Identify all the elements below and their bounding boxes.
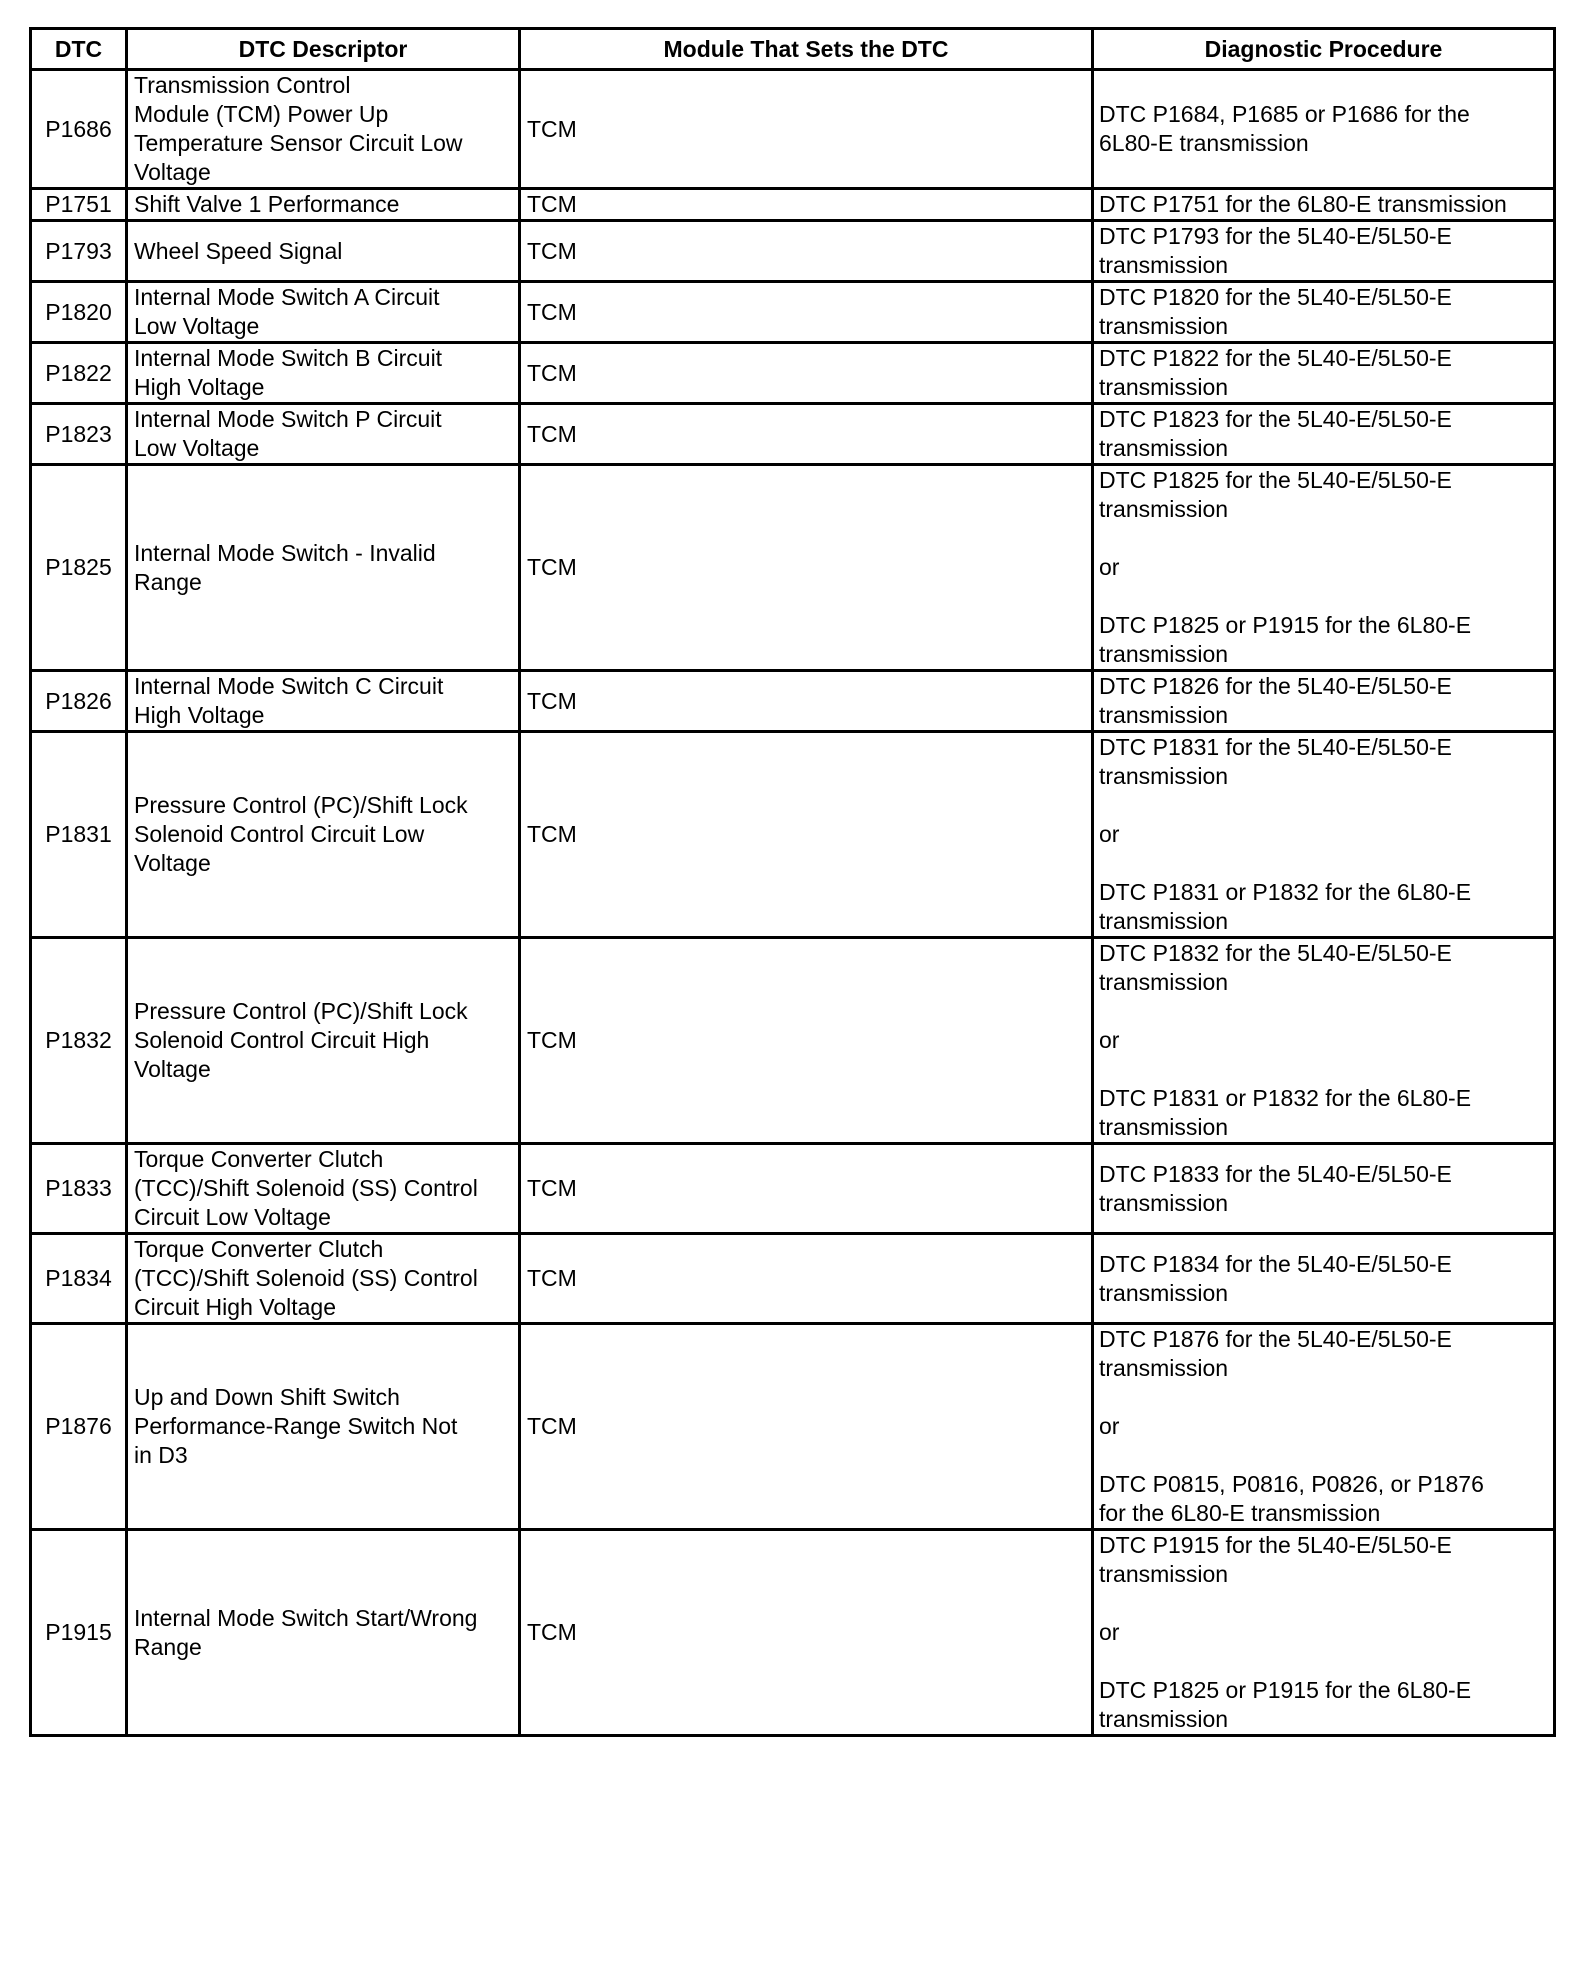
header-procedure: Diagnostic Procedure (1093, 29, 1555, 70)
dtc-descriptor: Internal Mode Switch A Circuit Low Voltage (134, 284, 440, 339)
dtc-code: P1832 (45, 1027, 112, 1053)
dtc-descriptor-cell (127, 1144, 520, 1234)
module-name-cell (520, 465, 1093, 671)
dtc-code: P1751 (45, 191, 112, 217)
dtc-code-cell (31, 189, 127, 221)
dtc-code-cell (31, 282, 127, 343)
diagnostic-procedure: DTC P1823 for the 5L40-E/5L50-E transmission (1099, 406, 1452, 461)
dtc-code-cell (31, 343, 127, 404)
dtc-code-cell (31, 1530, 127, 1736)
diagnostic-procedure-cell (1093, 1144, 1555, 1234)
diagnostic-procedure: DTC P1825 for the 5L40-E/5L50-E transmission or DTC P1825 or P1915 for the 6L80-E transmission (1099, 467, 1472, 667)
module-name: TCM (527, 1619, 577, 1645)
diagnostic-procedure: DTC P1822 for the 5L40-E/5L50-E transmission (1099, 345, 1452, 400)
diagnostic-procedure: DTC P1684, P1685 or P1686 for the 6L80-E transmission (1099, 101, 1470, 156)
module-name-cell (520, 282, 1093, 343)
module-name: TCM (527, 298, 577, 325)
diagnostic-procedure-cell (1093, 404, 1555, 465)
module-name: TCM (527, 1027, 577, 1053)
dtc-descriptor: Shift Valve 1 Performance (134, 191, 400, 217)
dtc-code-cell (31, 465, 127, 671)
dtc-descriptor-cell (127, 282, 520, 343)
table-row (31, 732, 1555, 938)
dtc-descriptor: Pressure Control (PC)/Shift Lock Solenoid Control Circuit Low Voltage (134, 792, 468, 876)
diagnostic-procedure: DTC P1751 for the 6L80-E transmission (1099, 191, 1507, 217)
diagnostic-procedure-cell (1093, 70, 1555, 189)
dtc-code-cell (31, 938, 127, 1144)
dtc-code: P1831 (45, 821, 112, 847)
dtc-descriptor: Wheel Speed Signal (134, 237, 343, 264)
table-row (31, 1144, 1555, 1234)
diagnostic-procedure-cell (1093, 282, 1555, 343)
dtc-descriptor-cell (127, 1234, 520, 1324)
module-name: TCM (527, 420, 577, 447)
dtc-descriptor-cell (127, 221, 520, 282)
header-descriptor: DTC Descriptor (127, 29, 520, 70)
diagnostic-procedure-cell (1093, 1324, 1555, 1530)
diagnostic-procedure: DTC P1915 for the 5L40-E/5L50-E transmission or DTC P1825 or P1915 for the 6L80-E transmission (1099, 1532, 1472, 1732)
diagnostic-procedure: DTC P1833 for the 5L40-E/5L50-E transmission (1099, 1160, 1452, 1216)
dtc-descriptor-cell (127, 1530, 520, 1736)
module-name: TCM (527, 191, 577, 217)
module-name-cell (520, 671, 1093, 732)
dtc-descriptor: Transmission Control Module (TCM) Power Up Temperature Sensor Circuit Low Voltage (134, 72, 463, 185)
header-row (31, 29, 1555, 70)
dtc-descriptor: Torque Converter Clutch (TCC)/Shift Solenoid (SS) Control Circuit Low Voltage (134, 1146, 478, 1230)
diagnostic-procedure: DTC P1876 for the 5L40-E/5L50-E transmission or DTC P0815, P0816, P0826, or P1876 for the 6L80-E transmission (1099, 1326, 1484, 1526)
table-row (31, 1530, 1555, 1736)
module-name-cell (520, 1234, 1093, 1324)
table-row (31, 221, 1555, 282)
diagnostic-procedure-cell (1093, 221, 1555, 282)
module-name-cell (520, 1530, 1093, 1736)
module-name-cell (520, 343, 1093, 404)
dtc-code-cell (31, 732, 127, 938)
module-name: TCM (527, 687, 577, 714)
dtc-descriptor-cell (127, 404, 520, 465)
dtc-code-cell (31, 671, 127, 732)
dtc-code: P1686 (45, 115, 112, 142)
module-name-cell (520, 221, 1093, 282)
dtc-code: P1793 (45, 237, 112, 264)
table-row (31, 938, 1555, 1144)
dtc-descriptor-cell (127, 70, 520, 189)
table-row (31, 343, 1555, 404)
dtc-code-cell (31, 404, 127, 465)
header-dtc: DTC (31, 29, 127, 70)
diagnostic-procedure-cell (1093, 465, 1555, 671)
table-row (31, 671, 1555, 732)
dtc-code: P1825 (45, 554, 112, 580)
dtc-code-cell (31, 1144, 127, 1234)
module-name-cell (520, 732, 1093, 938)
diagnostic-procedure: DTC P1832 for the 5L40-E/5L50-E transmission or DTC P1831 or P1832 for the 6L80-E transmission (1099, 940, 1472, 1140)
dtc-descriptor-cell (127, 189, 520, 221)
dtc-code-cell (31, 221, 127, 282)
module-name: TCM (527, 821, 577, 847)
diagnostic-procedure-cell (1093, 732, 1555, 938)
dtc-code-cell (31, 70, 127, 189)
table-row (31, 1324, 1555, 1530)
module-name-cell (520, 404, 1093, 465)
dtc-code: P1823 (45, 420, 112, 447)
dtc-descriptor-cell (127, 671, 520, 732)
dtc-descriptor: Torque Converter Clutch (TCC)/Shift Solenoid (SS) Control Circuit High Voltage (134, 1236, 478, 1320)
dtc-descriptor: Internal Mode Switch P Circuit Low Voltage (134, 406, 442, 461)
dtc-descriptor: Internal Mode Switch Start/Wrong Range (134, 1604, 478, 1660)
diagnostic-procedure-cell (1093, 1530, 1555, 1736)
table-row (31, 70, 1555, 189)
dtc-code: P1834 (45, 1265, 112, 1291)
module-name: TCM (527, 554, 577, 580)
dtc-descriptor: Up and Down Shift Switch Performance-Range Switch Not in D3 (134, 1384, 458, 1468)
dtc-descriptor: Internal Mode Switch B Circuit High Voltage (134, 345, 443, 400)
dtc-code-cell (31, 1234, 127, 1324)
dtc-descriptor-cell (127, 343, 520, 404)
module-name-cell (520, 938, 1093, 1144)
dtc-table (29, 27, 1556, 1737)
module-name: TCM (527, 1265, 577, 1291)
table-row (31, 189, 1555, 221)
diagnostic-procedure: DTC P1834 for the 5L40-E/5L50-E transmission (1099, 1250, 1452, 1306)
header-module: Module That Sets the DTC (520, 29, 1093, 70)
dtc-descriptor: Pressure Control (PC)/Shift Lock Solenoid Control Circuit High Voltage (134, 998, 468, 1082)
dtc-descriptor: Internal Mode Switch - Invalid Range (134, 539, 436, 595)
dtc-descriptor: Internal Mode Switch C Circuit High Voltage (134, 673, 444, 728)
diagnostic-procedure-cell (1093, 671, 1555, 732)
diagnostic-procedure-cell (1093, 1234, 1555, 1324)
dtc-descriptor-cell (127, 938, 520, 1144)
diagnostic-procedure: DTC P1831 for the 5L40-E/5L50-E transmission or DTC P1831 or P1832 for the 6L80-E transmission (1099, 734, 1472, 934)
module-name: TCM (527, 359, 577, 386)
module-name-cell (520, 70, 1093, 189)
dtc-code: P1915 (45, 1619, 112, 1645)
diagnostic-procedure: DTC P1820 for the 5L40-E/5L50-E transmission (1099, 284, 1452, 339)
diagnostic-procedure-cell (1093, 189, 1555, 221)
dtc-descriptor-cell (127, 465, 520, 671)
table-row (31, 465, 1555, 671)
diagnostic-procedure: DTC P1826 for the 5L40-E/5L50-E transmission (1099, 673, 1452, 728)
dtc-code: P1876 (45, 1413, 112, 1439)
table-row (31, 404, 1555, 465)
table-header (31, 29, 1555, 70)
module-name: TCM (527, 1175, 577, 1201)
module-name: TCM (527, 1413, 577, 1439)
dtc-code: P1833 (45, 1175, 112, 1201)
diagnostic-procedure: DTC P1793 for the 5L40-E/5L50-E transmission (1099, 223, 1452, 278)
dtc-code: P1826 (45, 687, 112, 714)
module-name-cell (520, 189, 1093, 221)
module-name-cell (520, 1144, 1093, 1234)
dtc-code-cell (31, 1324, 127, 1530)
diagnostic-procedure-cell (1093, 938, 1555, 1144)
module-name: TCM (527, 115, 577, 142)
dtc-descriptor-cell (127, 732, 520, 938)
table-row (31, 1234, 1555, 1324)
table-body (31, 70, 1555, 1736)
table-row (31, 282, 1555, 343)
diagnostic-procedure-cell (1093, 343, 1555, 404)
module-name-cell (520, 1324, 1093, 1530)
dtc-code: P1822 (45, 359, 112, 386)
dtc-code: P1820 (45, 298, 112, 325)
dtc-descriptor-cell (127, 1324, 520, 1530)
module-name: TCM (527, 237, 577, 264)
